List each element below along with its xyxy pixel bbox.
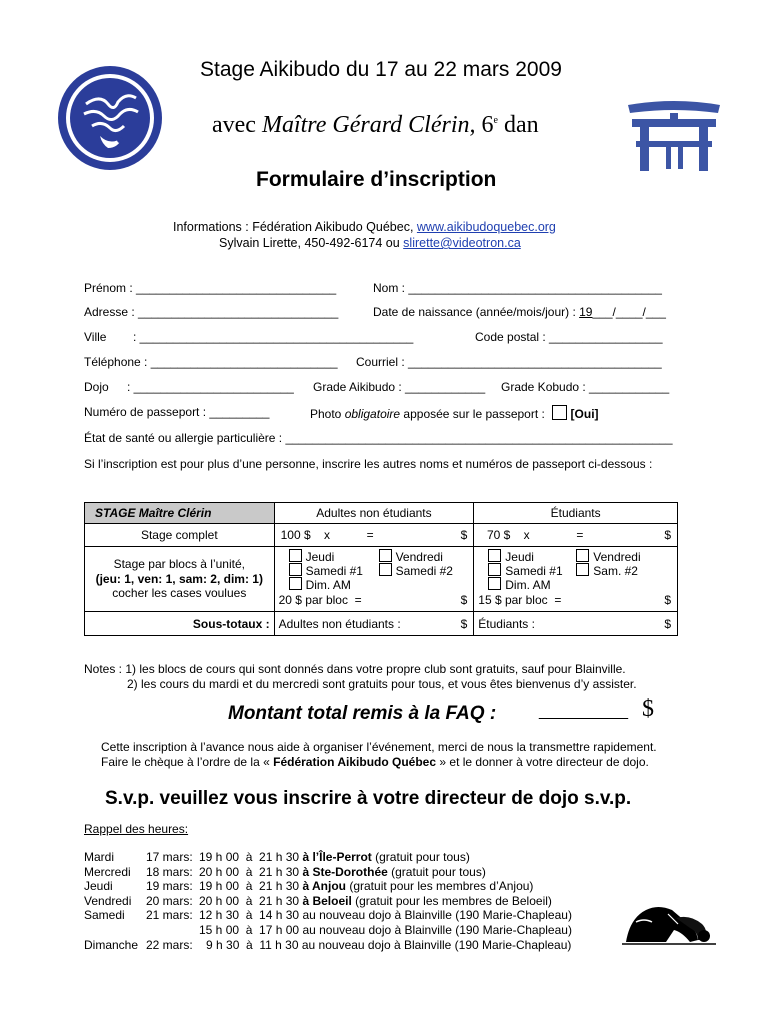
schedule-row: Dimanche 22 mars: 9 h 30 à 11 h 30 au nouveau dojo à Blainville (190 Marie-Chapleau): [84, 937, 572, 952]
naissance-year: 19: [579, 305, 593, 319]
multi-person-note: Si l’inscription est pour plus d’une personne, inscrire les autres noms et numéros de passeport ci-dessous :: [84, 457, 653, 471]
ville-label: Ville: [84, 330, 107, 344]
checkbox[interactable]: [576, 563, 589, 576]
photo-checkbox[interactable]: [552, 405, 567, 420]
website-link[interactable]: www.aikibudoquebec.org: [416, 220, 556, 234]
instructions-line-2: Faire le chèque à l’ordre de la « Fédération Aikibudo Québec » et le donner à votre directeur de dojo.: [101, 755, 649, 769]
total-amount-field[interactable]: __________: [539, 703, 628, 720]
checkbox[interactable]: [289, 563, 302, 576]
total-label: Montant total remis à la FAQ :: [228, 703, 497, 724]
instructions-line-1: Cette inscription à l’avance nous aide à organiser l’événement, merci de nous la transmettre rapidement.: [101, 740, 657, 754]
subtitle-prefix: avec: [212, 112, 256, 138]
registration-table: [84, 502, 678, 636]
checkbox[interactable]: [379, 549, 392, 562]
photo-line: [310, 405, 599, 421]
table-header-adults: Adultes non étudiants: [274, 503, 474, 524]
table-header-stage: STAGE Maître Clérin: [85, 503, 275, 524]
dojo-field[interactable]: : ________________________: [127, 380, 294, 394]
schedule-row: Samedi 21 mars: 12 h 30 à 14 h 30 au nouveau dojo à Blainville (190 Marie-Chapleau): [84, 908, 572, 923]
checkbox[interactable]: [488, 563, 501, 576]
schedule-table: [84, 850, 572, 952]
schedule-row: Jeudi 19 mars: 19 h 00 à 21 h 30 à Anjou (gratuit pour les membres d’Anjou): [84, 879, 534, 894]
info-line: [173, 220, 556, 234]
schedule-title: Rappel des heures:: [84, 822, 189, 836]
photo-obligatoire: obligatoire: [344, 407, 401, 421]
info-prefix: Informations : Fédération Aikibudo Québec,: [173, 220, 414, 234]
torii-icon: [626, 97, 722, 173]
grade-aikibudo-field[interactable]: Grade Aikibudo : ____________: [313, 380, 486, 394]
rank: 6: [481, 112, 494, 138]
checkbox[interactable]: [379, 563, 392, 576]
contact-line: [219, 236, 521, 250]
form-title: Formulaire d’inscription: [256, 168, 497, 191]
cta-heading: S.v.p. veuillez vous inscrire à votre directeur de dojo s.v.p.: [105, 788, 632, 809]
dojo-label: Dojo: [84, 380, 109, 394]
schedule-row: Vendredi 20 mars: 20 h 00 à 21 h 30 à Beloeil (gratuit pour les membres de Beloeil): [84, 893, 552, 908]
page-subtitle: [212, 112, 539, 139]
telephone-field[interactable]: Téléphone : ____________________________: [84, 355, 338, 369]
checkbox[interactable]: [576, 549, 589, 562]
nom-field[interactable]: Nom : ______________________________________: [373, 281, 662, 295]
checkbox[interactable]: [488, 549, 501, 562]
schedule-row: Mardi 17 mars: 19 h 00 à 21 h 30 à l’Île-Perrot (gratuit pour tous): [84, 850, 470, 864]
total-dollar: $: [642, 696, 654, 722]
row-stage-complete-label: Stage complet: [85, 524, 275, 547]
rank-suffix: e: [493, 115, 498, 126]
photo-prefix: Photo: [310, 407, 342, 421]
prenom-field[interactable]: Prénom : ______________________________: [84, 281, 337, 295]
naissance-rest: ___/____/___: [592, 305, 666, 319]
notes-line-2: 2) les cours du mardi et du mercredi sont gratuits pour tous, et vous êtes bienvenus d’y assister.: [127, 677, 637, 691]
code-postal-field[interactable]: Code postal : _________________: [475, 330, 663, 344]
naissance-label: Date de naissance (année/mois/jour) :: [373, 305, 576, 319]
passeport-field[interactable]: Numéro de passeport : _________: [84, 405, 270, 419]
row-blocs-label: Stage par blocs à l’unité, (jeu: 1, ven: 1, sam: 2, dim: 1) cocher les cases voulues: [85, 547, 275, 612]
table-header-students: Étudiants: [474, 503, 678, 524]
subtotal-adults-cell[interactable]: Adultes non étudiants : $: [274, 612, 474, 636]
bowing-figure-illustration: [616, 888, 722, 948]
student-blocks-cell[interactable]: Jeudi Vendredi Samedi #1 Sam. #2 Dim. AM 15 $ par bloc = $: [474, 547, 678, 612]
subtotal-students-cell[interactable]: Étudiants : $: [474, 612, 678, 636]
aikibudo-logo: [56, 64, 164, 172]
email-link[interactable]: slirette@videotron.ca: [403, 236, 521, 250]
sante-field[interactable]: État de santé ou allergie particulière : __________________________________________________________: [84, 431, 673, 445]
federation-name: Fédération Aikibudo Québec: [273, 755, 437, 769]
checkbox[interactable]: [488, 577, 501, 590]
notes-line-1: Notes : 1) les blocs de cours qui sont donnés dans votre propre club sont gratuits, sauf pour Blainville.: [84, 662, 626, 676]
student-complete-cell[interactable]: 70 $ x = $: [474, 524, 678, 547]
master-name: Maître Gérard Clérin,: [261, 112, 476, 138]
adult-blocks-cell[interactable]: Jeudi Vendredi Samedi #1 Samedi #2 Dim. AM 20 $ par bloc = $: [274, 547, 474, 612]
naissance-field[interactable]: [373, 305, 666, 319]
dan-label: dan: [503, 112, 539, 138]
checkbox[interactable]: [289, 577, 302, 590]
photo-oui-label: [Oui]: [570, 407, 599, 421]
grade-kobudo-field[interactable]: Grade Kobudo : ____________: [501, 380, 670, 394]
adresse-field[interactable]: Adresse : ______________________________: [84, 305, 339, 319]
schedule-row: Mercredi 18 mars: 20 h 00 à 21 h 30 à Ste-Dorothée (gratuit pour tous): [84, 864, 486, 879]
adult-complete-cell[interactable]: 100 $ x = $: [274, 524, 474, 547]
courriel-field[interactable]: Courriel : ______________________________________: [356, 355, 662, 369]
page-title: Stage Aikibudo du 17 au 22 mars 2009: [200, 58, 562, 81]
contact-prefix: Sylvain Lirette, 450-492-6174 ou: [219, 236, 400, 250]
photo-suffix: apposée sur le passeport :: [403, 407, 545, 421]
subtotals-label: Sous-totaux :: [85, 612, 275, 636]
ville-field[interactable]: : _________________________________________: [133, 330, 414, 344]
schedule-row: 15 h 00 à 17 h 00 au nouveau dojo à Blainville (190 Marie-Chapleau): [199, 922, 572, 937]
checkbox[interactable]: [289, 549, 302, 562]
